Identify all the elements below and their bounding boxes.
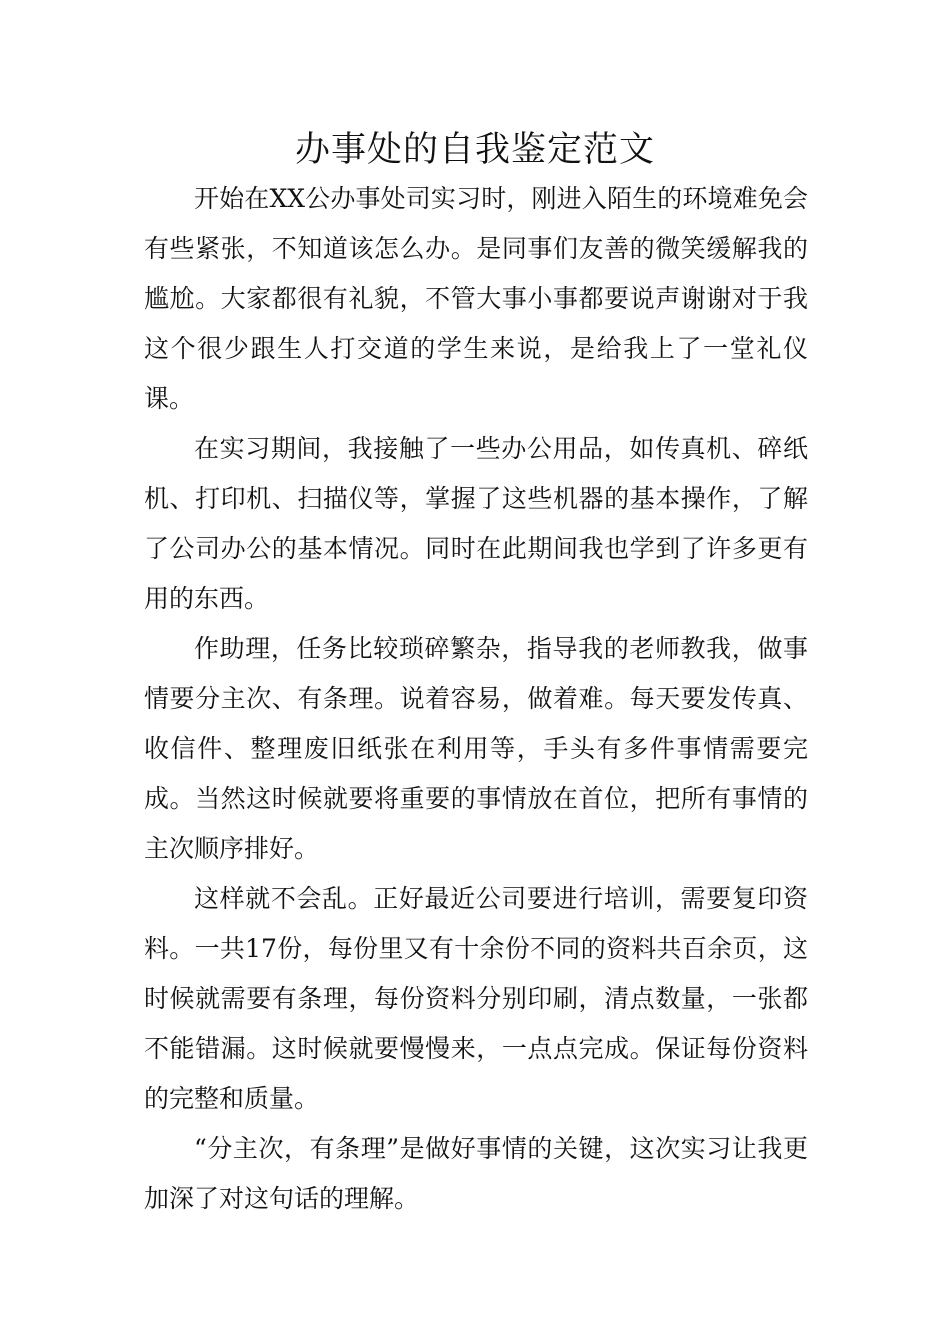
paragraph-5: “分主次，有条理”是做好事情的关键，这次实习让我更加深了对这句话的理解。	[144, 1134, 808, 1213]
paragraph-4: 这样就不会乱。正好最近公司要进行培训，需要复印资料。一共17份，每份里又有十余份不同的资料共百余页，这时候就需要有条理，每份资料分别印刷，清点数量，一张都不能错漏。这时候就要慢慢来，一点点完成。保证每份资料的完整和质量。	[144, 884, 808, 1113]
paragraph-1: 开始在XX公办事处司实习时，刚进入陌生的环境难免会有些紧张，不知道该怎么办。是同事们友善的微笑缓解我的尴尬。大家都很有礼貌，不管大事小事都要说声谢谢对于我这个很少跟生人打交道的学生来说，是给我上了一堂礼仪课。	[144, 184, 808, 413]
paragraph-2: 在实习期间，我接触了一些办公用品，如传真机、碎纸机、打印机、扫描仪等，掌握了这些机器的基本操作，了解了公司办公的基本情况。同时在此期间我也学到了许多更有用的东西。	[144, 434, 808, 613]
paragraph-3: 作助理，任务比较琐碎繁杂，指导我的老师教我，做事情要分主次、有条理。说着容易，做着难。每天要发传真、收信件、整理废旧纸张在利用等，手头有多件事情需要完成。当然这时候就要将重要的事情放在首位，把所有事情的主次顺序排好。	[144, 634, 808, 863]
document-title: 办事处的自我鉴定范文	[294, 130, 655, 170]
document-body	[144, 174, 808, 1224]
